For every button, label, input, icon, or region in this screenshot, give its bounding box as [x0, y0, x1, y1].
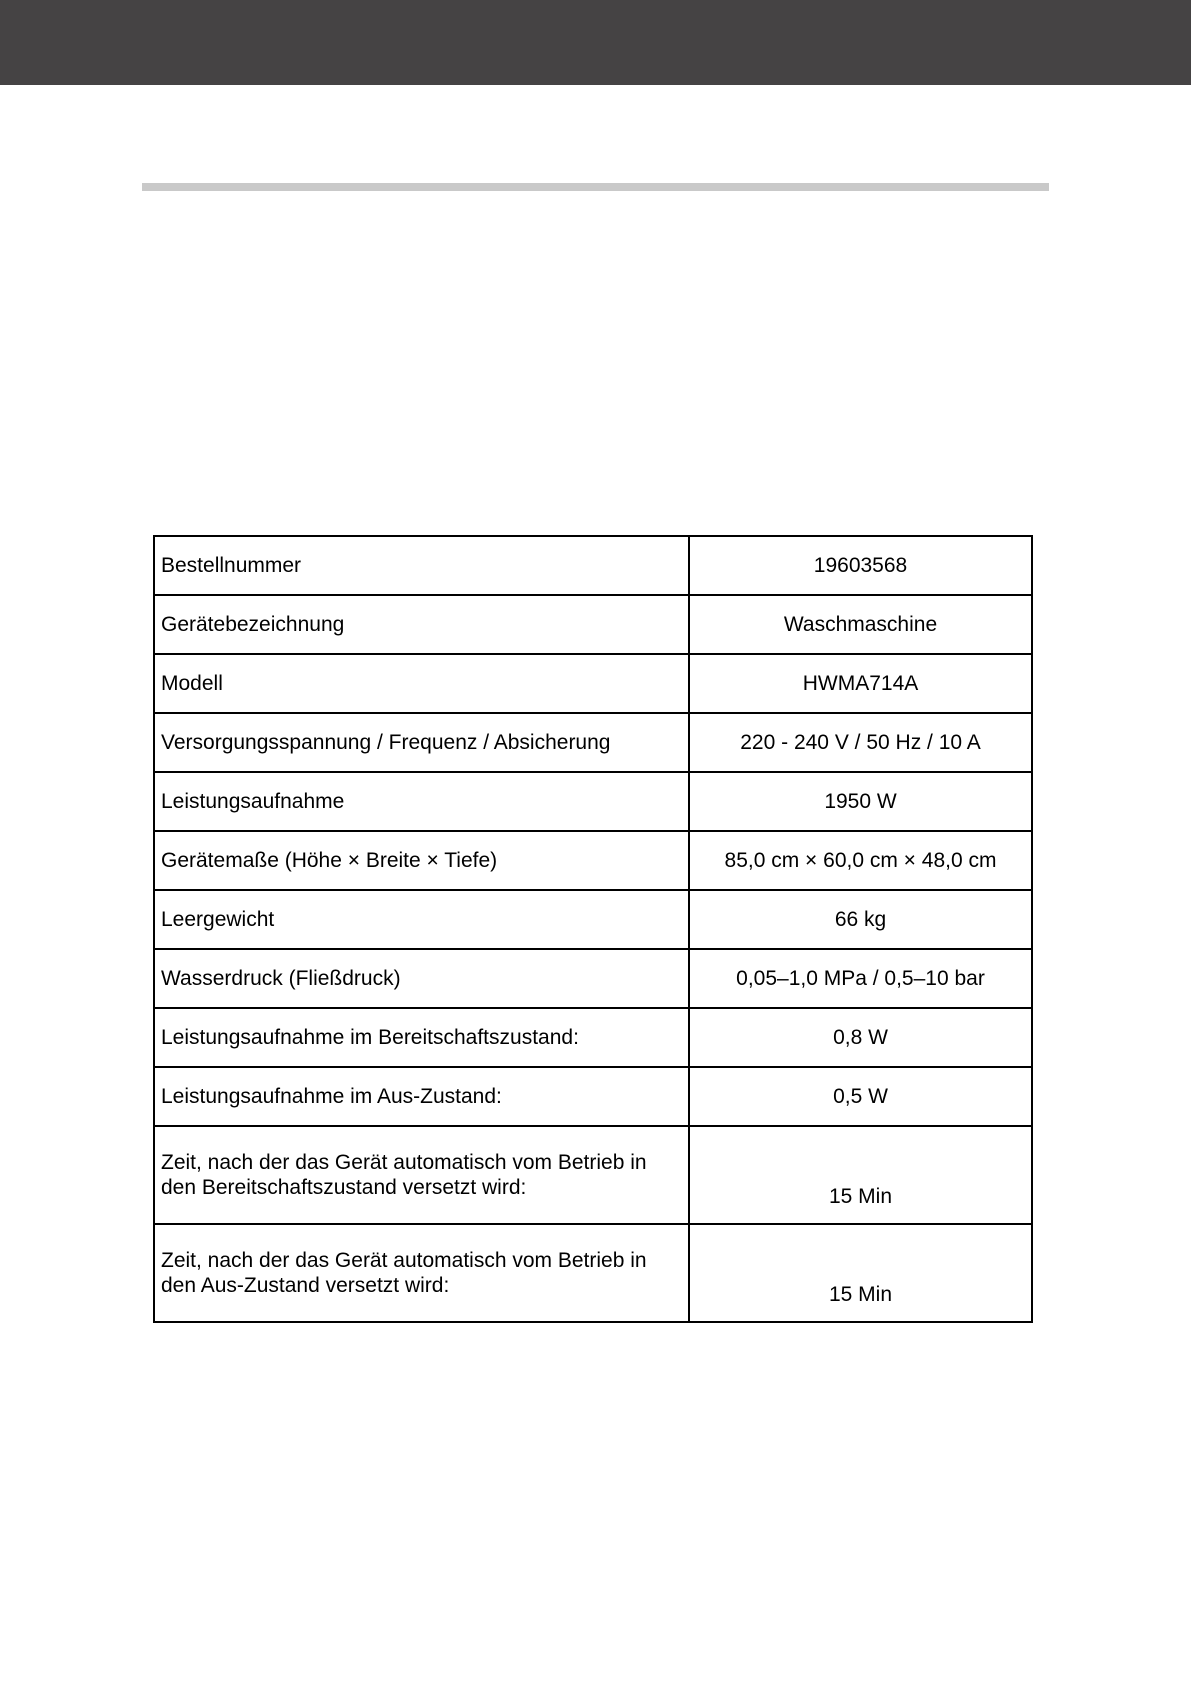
spec-value: 15 Min — [689, 1126, 1032, 1224]
spec-value: 220 - 240 V / 50 Hz / 10 A — [689, 713, 1032, 772]
table-row — [154, 595, 1032, 654]
spec-label: Zeit, nach der das Gerät automatisch vom Betrieb in den Bereitschaftszustand versetzt wird: — [154, 1126, 689, 1224]
table-row — [154, 831, 1032, 890]
header-bar — [0, 0, 1191, 85]
table-row — [154, 1008, 1032, 1067]
spec-label: Leistungsaufnahme — [154, 772, 689, 831]
table-row — [154, 713, 1032, 772]
spec-value: 0,05–1,0 MPa / 0,5–10 bar — [689, 949, 1032, 1008]
spec-value: 85,0 cm × 60,0 cm × 48,0 cm — [689, 831, 1032, 890]
spec-label: Gerätemaße (Höhe × Breite × Tiefe) — [154, 831, 689, 890]
spec-label: Versorgungsspannung / Frequenz / Absicherung — [154, 713, 689, 772]
spec-value: Waschmaschine — [689, 595, 1032, 654]
table-row — [154, 536, 1032, 595]
spec-value: 0,5 W — [689, 1067, 1032, 1126]
spec-label: Wasserdruck (Fließdruck) — [154, 949, 689, 1008]
spec-label: Leergewicht — [154, 890, 689, 949]
spec-value: 66 kg — [689, 890, 1032, 949]
table-row — [154, 654, 1032, 713]
section-divider — [142, 183, 1049, 191]
table-row — [154, 772, 1032, 831]
spec-value: 1950 W — [689, 772, 1032, 831]
spec-value: 19603568 — [689, 536, 1032, 595]
table-row — [154, 890, 1032, 949]
spec-label: Zeit, nach der das Gerät automatisch vom Betrieb in den Aus-Zustand versetzt wird: — [154, 1224, 689, 1322]
spec-table — [153, 535, 1033, 1323]
spec-value: HWMA714A — [689, 654, 1032, 713]
spec-label: Modell — [154, 654, 689, 713]
spec-value: 15 Min — [689, 1224, 1032, 1322]
spec-label: Gerätebezeichnung — [154, 595, 689, 654]
table-row — [154, 1126, 1032, 1224]
table-row — [154, 1067, 1032, 1126]
spec-label: Leistungsaufnahme im Bereitschaftszustand: — [154, 1008, 689, 1067]
spec-label: Leistungsaufnahme im Aus-Zustand: — [154, 1067, 689, 1126]
table-row — [154, 949, 1032, 1008]
spec-value: 0,8 W — [689, 1008, 1032, 1067]
table-row — [154, 1224, 1032, 1322]
spec-label: Bestellnummer — [154, 536, 689, 595]
